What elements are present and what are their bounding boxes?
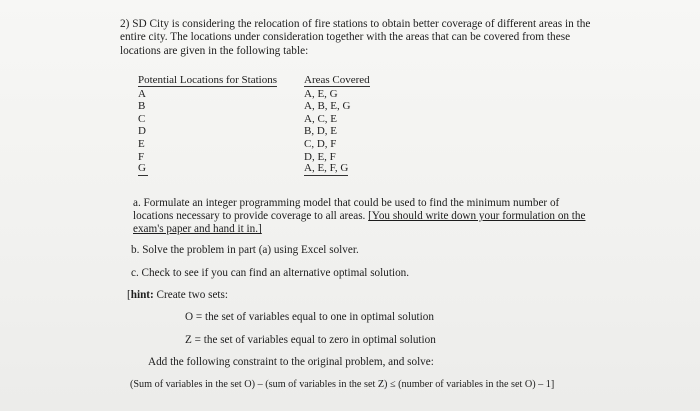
part-a-instruction: [You should write down your formulation on the exam's paper and hand it in.] [133, 210, 586, 236]
table-row [138, 88, 398, 101]
hint-label: hint: [130, 289, 154, 301]
hint-bracket: [ [127, 289, 131, 301]
location-cell: E [138, 137, 145, 150]
table-row [138, 163, 398, 176]
areas-cell: B, D, E [304, 125, 337, 138]
table-row [138, 100, 398, 113]
areas-cell: D, E, F [304, 150, 336, 163]
table-row [138, 151, 398, 164]
part-a [133, 197, 593, 237]
location-cell: F [138, 150, 145, 163]
part-b: b. Solve the problem in part (a) using Excel solver. [131, 244, 359, 256]
hint-text: Create two sets: [156, 289, 229, 301]
constraint-formula: (Sum of variables in the set O) – (sum of variables in the set Z) ≤ (number of variables in the set O) – 1] [130, 379, 555, 390]
location-cell: A [138, 87, 146, 100]
areas-cell: A, C, E [304, 112, 337, 125]
table-row [138, 125, 398, 138]
areas-cell: A, E, F, G [304, 162, 349, 175]
areas-cell: A, E, G [304, 87, 338, 100]
add-constraint-instruction: Add the following constraint to the original problem, and solve: [148, 356, 434, 368]
problem-statement [120, 18, 600, 58]
table-row [138, 113, 398, 126]
set-z-definition: Z = the set of variables equal to zero in optimal solution [185, 334, 436, 346]
hint-line [127, 289, 228, 301]
location-cell: B [138, 100, 146, 113]
table-header-locations: Potential Locations for Stations [138, 74, 278, 86]
areas-cell: C, D, F [304, 137, 337, 150]
part-a-text: a. Formulate an integer programming model that could be used to find the minimum number of locations necessary to provide coverage to all areas. [133, 197, 560, 223]
problem-number: 2) [120, 18, 130, 30]
table-row [138, 138, 398, 151]
set-o-definition: O = the set of variables equal to one in optimal solution [185, 311, 434, 323]
location-cell: C [138, 112, 146, 125]
problem-text: SD City is considering the relocation of fire stations to obtain better coverage of different areas in the entire city. The locations under consideration together with the areas that can be covered from these locations are given in the following table: [120, 18, 591, 57]
areas-cell: A, B, E, G [304, 100, 351, 113]
part-c: c. Check to see if you can find an alternative optimal solution. [131, 267, 410, 279]
location-cell: D [138, 125, 146, 138]
location-cell: G [138, 163, 148, 176]
table-header-areas: Areas Covered [304, 74, 370, 86]
